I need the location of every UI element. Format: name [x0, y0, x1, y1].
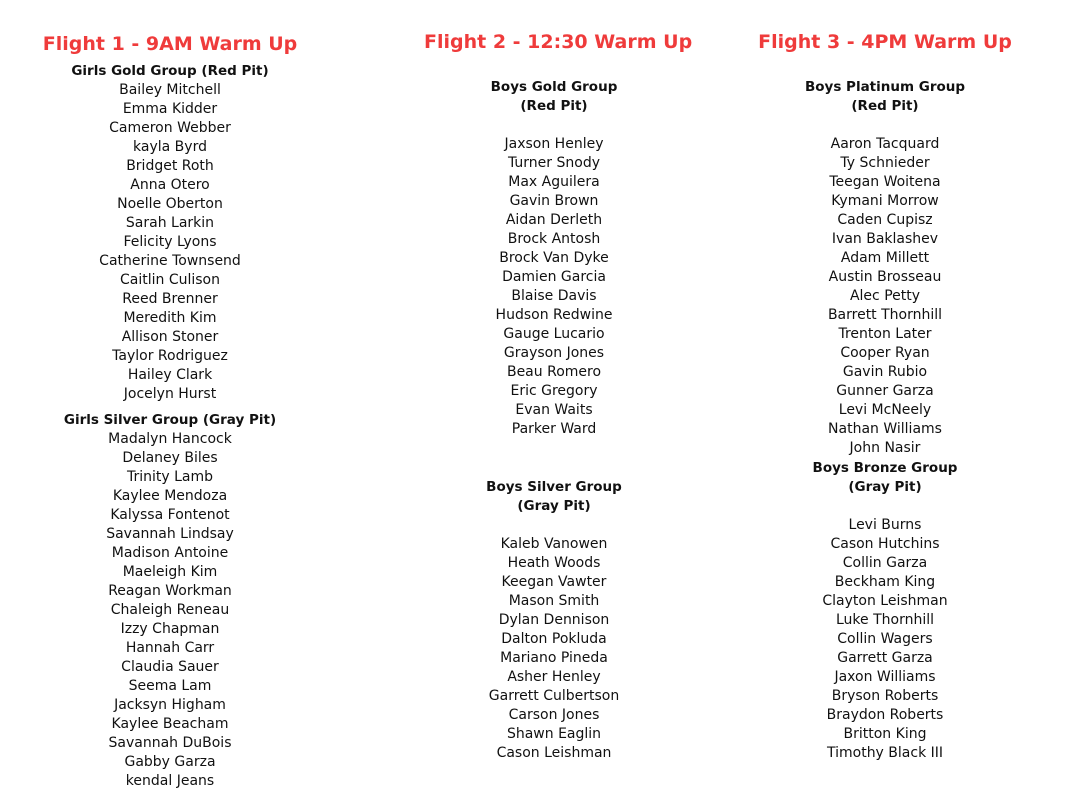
flight-3-title: Flight 3 - 4PM Warm Up [758, 31, 1012, 53]
boys-bronze-group-title-line1: Boys Bronze Group [812, 460, 958, 476]
athlete-name: Sarah Larkin [125, 215, 215, 231]
athlete-name: Bailey Mitchell [119, 82, 221, 98]
boys-silver-group-title-line1: Boys Silver Group [486, 479, 622, 495]
athlete-name: Catherine Townsend [99, 253, 241, 269]
girls-silver-group-list [40, 430, 300, 791]
flight-2-title: Flight 2 - 12:30 Warm Up [424, 31, 693, 53]
athlete-name: Kalyssa Fontenot [110, 507, 230, 523]
girls-gold-group-title: Girls Gold Group (Red Pit) [71, 63, 269, 79]
flight-2-column [424, 28, 693, 763]
athlete-name: Gunner Garza [836, 383, 934, 399]
athlete-name: Levi McNeely [838, 402, 932, 418]
boys-bronze-group-title-line2: (Gray Pit) [848, 479, 922, 495]
flight-1-column [40, 30, 300, 791]
athlete-name: Max Aguilera [508, 174, 600, 190]
boys-platinum-group-list [755, 135, 1015, 458]
athlete-name: Madison Antoine [111, 545, 229, 561]
athlete-name: Grayson Jones [503, 345, 605, 361]
athlete-name: Barrett Thornhill [827, 307, 943, 323]
flight-1-title: Flight 1 - 9AM Warm Up [42, 33, 298, 55]
athlete-name: Jaxson Henley [504, 136, 604, 152]
athlete-name: Brock Van Dyke [499, 250, 609, 266]
athlete-name: Kaleb Vanowen [500, 536, 608, 552]
athlete-name: Meredith Kim [123, 310, 217, 326]
athlete-name: Damien Garcia [502, 269, 606, 285]
athlete-name: Reagan Workman [108, 583, 232, 599]
athlete-name: Luke Thornhill [835, 612, 934, 628]
athlete-name: Garrett Culbertson [488, 688, 620, 704]
athlete-name: Parker Ward [511, 421, 597, 437]
athlete-name: Madalyn Hancock [108, 431, 232, 447]
athlete-name: Dalton Pokluda [501, 631, 607, 647]
athlete-name: Beckham King [834, 574, 936, 590]
athlete-name: Izzy Chapman [120, 621, 220, 637]
girls-silver-group-title: Girls Silver Group (Gray Pit) [63, 412, 277, 428]
athlete-name: Emma Kidder [122, 101, 218, 117]
girls-gold-group-list [40, 81, 300, 404]
athlete-name: Ivan Baklashev [831, 231, 939, 247]
athlete-name: Evan Waits [515, 402, 593, 418]
athlete-name: Ty Schnieder [840, 155, 930, 171]
athlete-name: Trenton Later [838, 326, 932, 342]
athlete-name: Cameron Webber [109, 120, 231, 136]
athlete-name: Allison Stoner [121, 329, 219, 345]
athlete-name: Britton King [843, 726, 927, 742]
athlete-name: Eric Gregory [510, 383, 598, 399]
athlete-name: Collin Wagers [837, 631, 933, 647]
athlete-name: Blaise Davis [511, 288, 597, 304]
athlete-name: John Nasir [849, 440, 921, 456]
athlete-name: Anna Otero [130, 177, 210, 193]
athlete-name: Bryson Roberts [831, 688, 939, 704]
athlete-name: Nathan Williams [828, 421, 942, 437]
athlete-name: Gavin Rubio [842, 364, 928, 380]
athlete-name: Chaleigh Reneau [110, 602, 230, 618]
athlete-name: Shawn Eaglin [506, 726, 602, 742]
athlete-name: Beau Romero [506, 364, 602, 380]
athlete-name: Gavin Brown [509, 193, 599, 209]
athlete-name: Caitlin Culison [120, 272, 220, 288]
flight-3-column [755, 28, 1015, 763]
athlete-name: Collin Garza [842, 555, 928, 571]
athlete-name: Clayton Leishman [822, 593, 948, 609]
boys-platinum-group-title-line2: (Red Pit) [851, 98, 919, 114]
athlete-name: Bridget Roth [126, 158, 214, 174]
athlete-name: Carson Jones [508, 707, 600, 723]
boys-platinum-group-title-line1: Boys Platinum Group [804, 79, 966, 95]
athlete-name: Austin Brosseau [828, 269, 942, 285]
athlete-name: Gabby Garza [124, 754, 216, 770]
athlete-name: Hudson Redwine [495, 307, 613, 323]
boys-silver-group-title-line2: (Gray Pit) [517, 498, 591, 514]
athlete-name: Mariano Pineda [500, 650, 608, 666]
athlete-name: Gauge Lucario [503, 326, 605, 342]
boys-gold-group-title-line2: (Red Pit) [520, 98, 588, 114]
athlete-name: Brock Antosh [507, 231, 601, 247]
athlete-name: Jocelyn Hurst [123, 386, 217, 402]
athlete-name: Cason Hutchins [830, 536, 940, 552]
athlete-name: Heath Woods [507, 555, 601, 571]
athlete-name: Felicity Lyons [123, 234, 217, 250]
athlete-name: Jacksyn Higham [114, 697, 226, 713]
boys-bronze-group-list [755, 516, 1015, 763]
athlete-name: Claudia Sauer [121, 659, 219, 675]
athlete-name: Hannah Carr [125, 640, 215, 656]
boys-silver-group-list [424, 535, 684, 763]
athlete-name: Seema Lam [128, 678, 212, 694]
athlete-name: Adam Millett [840, 250, 930, 266]
athlete-name: Alec Petty [849, 288, 921, 304]
athlete-name: Aaron Tacquard [830, 136, 940, 152]
athlete-name: Noelle Oberton [117, 196, 223, 212]
athlete-name: Cooper Ryan [840, 345, 930, 361]
athlete-name: Cason Leishman [496, 745, 612, 761]
athlete-name: Dylan Dennison [498, 612, 610, 628]
athlete-name: kayla Byrd [133, 139, 207, 155]
athlete-name: Timothy Black III [826, 745, 944, 761]
athlete-name: Kaylee Mendoza [112, 488, 228, 504]
athlete-name: Aidan Derleth [505, 212, 603, 228]
athlete-name: Caden Cupisz [837, 212, 933, 228]
athlete-name: Hailey Clark [127, 367, 213, 383]
athlete-name: Garrett Garza [837, 650, 933, 666]
boys-gold-group-list [424, 135, 684, 439]
athlete-name: Taylor Rodriguez [112, 348, 228, 364]
athlete-name: Keegan Vawter [501, 574, 607, 590]
athlete-name: Turner Snody [508, 155, 600, 171]
athlete-name: Braydon Roberts [826, 707, 944, 723]
athlete-name: Mason Smith [508, 593, 600, 609]
athlete-name: Asher Henley [507, 669, 601, 685]
athlete-name: Kaylee Beacham [111, 716, 229, 732]
athlete-name: Levi Burns [848, 517, 922, 533]
athlete-name: Teegan Woitena [829, 174, 941, 190]
athlete-name: Maeleigh Kim [122, 564, 218, 580]
athlete-name: Reed Brenner [122, 291, 218, 307]
athlete-name: Savannah Lindsay [106, 526, 234, 542]
athlete-name: Savannah DuBois [108, 735, 232, 751]
athlete-name: Delaney Biles [122, 450, 218, 466]
boys-gold-group-title-line1: Boys Gold Group [490, 79, 618, 95]
athlete-name: Jaxon Williams [834, 669, 936, 685]
athlete-name: Kymani Morrow [831, 193, 939, 209]
athlete-name: Trinity Lamb [126, 469, 214, 485]
athlete-name: kendal Jeans [125, 773, 215, 789]
